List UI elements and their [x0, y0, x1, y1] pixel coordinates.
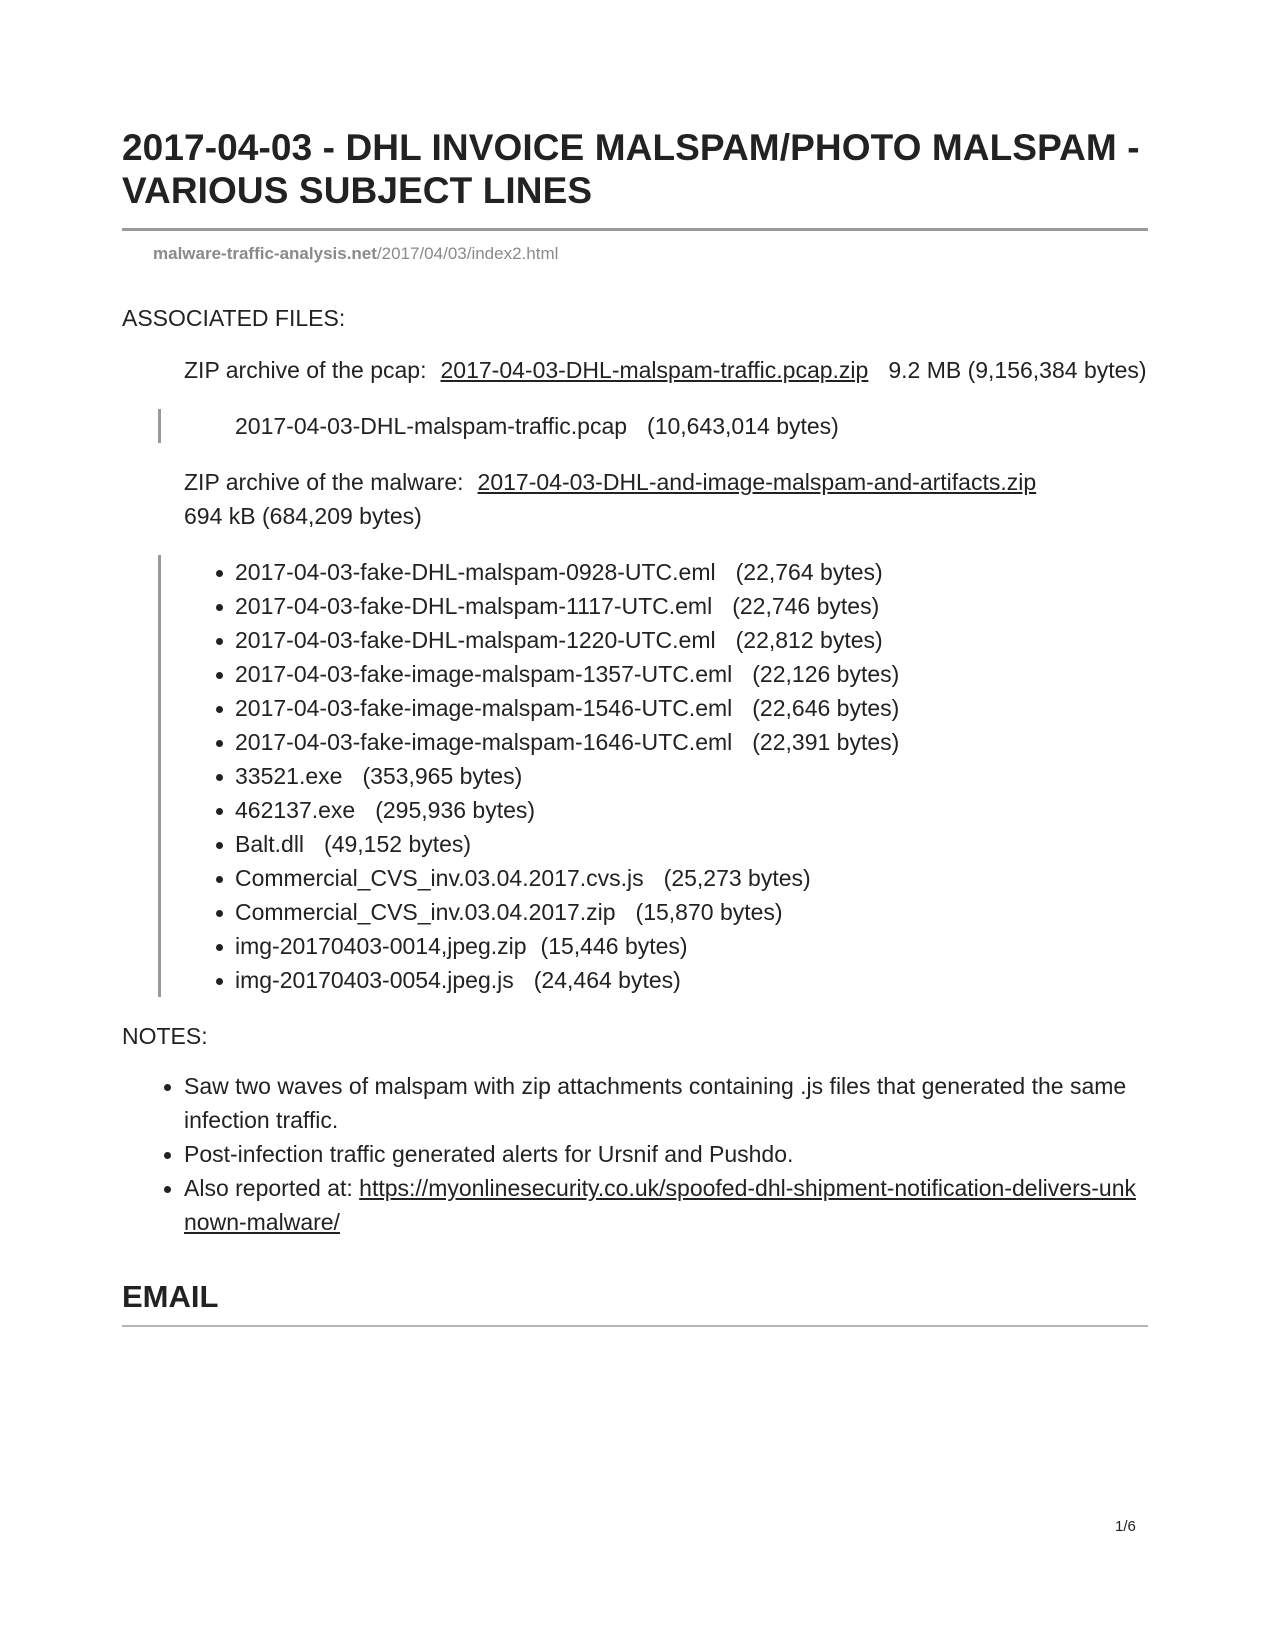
page-title: 2017-04-03 - DHL INVOICE MALSPAM/PHOTO MALSPAM - VARIOUS SUBJECT LINES	[122, 127, 1140, 211]
title-divider	[122, 228, 1148, 231]
list-item	[235, 895, 1148, 929]
associated-files-label: ASSOCIATED FILES:	[122, 305, 346, 331]
list-item	[235, 657, 1148, 691]
list-item: Post-infection traffic generated alerts for Ursnif and Pushdo.	[184, 1137, 1148, 1171]
malware-zip-link[interactable]: 2017-04-03-DHL-and-image-malspam-and-artifacts.zip	[477, 469, 1037, 495]
list-item	[235, 793, 1148, 827]
notes-list	[122, 1069, 1148, 1239]
list-item	[235, 759, 1148, 793]
file-size: (22,812 bytes)	[735, 627, 883, 653]
reported-link[interactable]: https://myonlinesecurity.co.uk/spoofed-dhl-shipment-notification-delivers-unknown-malware/	[184, 1175, 1136, 1235]
file-size: (25,273 bytes)	[663, 865, 811, 891]
file-name: 462137.exe	[235, 797, 356, 823]
pcap-zip-prefix: ZIP archive of the pcap:	[184, 357, 427, 383]
document-page	[122, 126, 1148, 1327]
file-name: 2017-04-03-fake-image-malspam-1357-UTC.eml	[235, 661, 733, 687]
file-name: 2017-04-03-fake-image-malspam-1546-UTC.eml	[235, 695, 733, 721]
pcap-zip-size: 9.2 MB (9,156,384 bytes)	[888, 357, 1147, 383]
notes-label: NOTES:	[122, 1023, 208, 1049]
pcap-contents-quote	[158, 409, 1148, 443]
file-name: Commercial_CVS_inv.03.04.2017.cvs.js	[235, 865, 644, 891]
list-item: Saw two waves of malspam with zip attachments containing .js files that generated the same infection traffic.	[184, 1069, 1148, 1137]
list-item	[235, 827, 1148, 861]
pcap-zip-entry	[184, 353, 1148, 387]
file-name: img-20170403-0054.jpeg.js	[235, 967, 514, 993]
file-name: img-20170403-0014,jpeg.zip	[235, 933, 527, 959]
email-divider	[122, 1325, 1148, 1327]
source-url-host: malware-traffic-analysis.net	[153, 244, 377, 263]
file-size: (22,391 bytes)	[752, 729, 900, 755]
pcap-file-size: (10,643,014 bytes)	[647, 413, 839, 439]
list-item	[235, 589, 1148, 623]
malware-zip-entry	[184, 465, 1148, 533]
list-item	[184, 1171, 1148, 1239]
email-heading: EMAIL	[122, 1279, 219, 1314]
list-item	[235, 623, 1148, 657]
malware-zip-prefix: ZIP archive of the malware:	[184, 469, 464, 495]
file-size: (22,646 bytes)	[752, 695, 900, 721]
file-size: (353,965 bytes)	[362, 763, 523, 789]
file-name: Balt.dll	[235, 831, 305, 857]
file-size: (49,152 bytes)	[324, 831, 472, 857]
list-item	[235, 555, 1148, 589]
page-number: 1/6	[1115, 1518, 1136, 1535]
file-size: (22,764 bytes)	[735, 559, 883, 585]
file-name: Commercial_CVS_inv.03.04.2017.zip	[235, 899, 616, 925]
file-name: 2017-04-03-fake-DHL-malspam-1220-UTC.eml	[235, 627, 716, 653]
pcap-file-entry	[235, 409, 1148, 443]
source-url	[153, 243, 1148, 265]
malware-zip-size: 694 kB (684,209 bytes)	[184, 503, 422, 529]
file-size: (22,746 bytes)	[732, 593, 880, 619]
file-name: 2017-04-03-fake-DHL-malspam-1117-UTC.eml	[235, 593, 713, 619]
file-size: (22,126 bytes)	[752, 661, 900, 687]
source-url-path: /2017/04/03/index2.html	[376, 244, 559, 263]
list-item	[235, 691, 1148, 725]
file-size: (15,446 bytes)	[540, 933, 688, 959]
malware-file-list	[235, 555, 1148, 997]
reported-prefix: Also reported at:	[184, 1175, 353, 1201]
list-item	[235, 929, 1148, 963]
pcap-file-name: 2017-04-03-DHL-malspam-traffic.pcap	[235, 413, 628, 439]
pcap-zip-link[interactable]: 2017-04-03-DHL-malspam-traffic.pcap.zip	[440, 357, 869, 383]
file-name: 2017-04-03-fake-image-malspam-1646-UTC.eml	[235, 729, 733, 755]
list-item	[235, 963, 1148, 997]
file-name: 2017-04-03-fake-DHL-malspam-0928-UTC.eml	[235, 559, 716, 585]
list-item	[235, 725, 1148, 759]
file-name: 33521.exe	[235, 763, 343, 789]
file-size: (295,936 bytes)	[375, 797, 536, 823]
malware-contents-quote	[158, 555, 1148, 997]
file-size: (15,870 bytes)	[635, 899, 783, 925]
file-size: (24,464 bytes)	[533, 967, 681, 993]
list-item	[235, 861, 1148, 895]
